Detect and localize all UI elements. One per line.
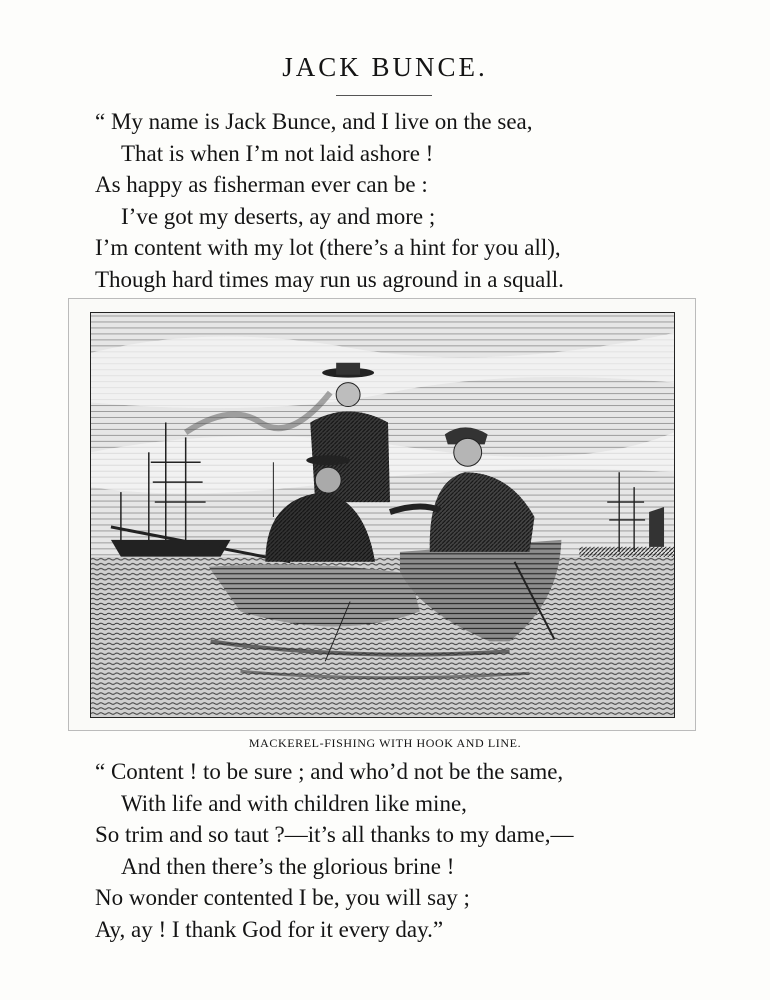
verse-line: So trim and so taut ?—it’s all thanks to my dame,— xyxy=(95,822,574,847)
verse-line: And then there’s the glorious brine ! xyxy=(121,853,455,879)
verse-line: As happy as fisherman ever can be : xyxy=(95,172,428,197)
verse-line: No wonder contented I be, you will say ; xyxy=(95,885,470,910)
verse-line: Though hard times may run us aground in a squall. xyxy=(95,266,564,292)
fishing-boat-engraving xyxy=(91,313,674,717)
verse-line: With life and with children like mine, xyxy=(121,790,467,816)
verse-line: That is when I’m not laid ashore ! xyxy=(121,140,434,166)
stanza-2 xyxy=(95,756,573,945)
verse-line: I’m content with my lot (there’s a hint for you all), xyxy=(95,235,561,260)
verse-line: I’ve got my deserts, ay and more ; xyxy=(121,203,436,229)
title-rule xyxy=(336,95,432,96)
engraving-illustration xyxy=(90,312,675,718)
verse-line: “ Content ! to be sure ; and who’d not be the same, xyxy=(95,759,564,784)
verse-line: Ay, ay ! I thank God for it every day.” xyxy=(95,916,444,942)
poem-title: JACK BUNCE. xyxy=(282,52,488,82)
stanza-1 xyxy=(95,106,564,295)
illustration-caption: MACKEREL-FISHING WITH HOOK AND LINE. xyxy=(248,736,522,750)
verse-line: “ My name is Jack Bunce, and I live on the sea, xyxy=(95,109,533,134)
